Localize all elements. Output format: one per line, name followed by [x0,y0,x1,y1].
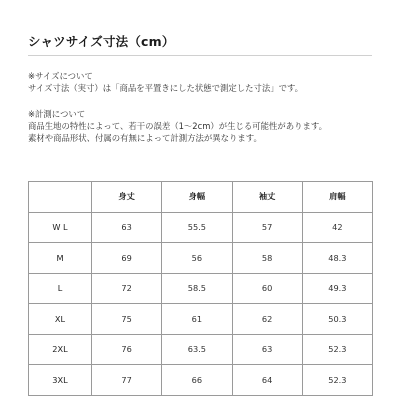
table-row [29,365,373,396]
table-row [29,243,373,274]
size-label: L [29,273,92,304]
body-length-cell: 69 [92,243,162,274]
sleeve-length-cell: 64 [232,365,302,396]
sleeve-length-cell: 60 [232,273,302,304]
measurement-note-heading: ※計測について [28,109,86,119]
shoulder-width-cell: 52.3 [302,365,372,396]
measurement-note [28,108,327,144]
table-header-row [29,182,373,213]
size-label: M [29,243,92,274]
shoulder-width-cell: 48.3 [302,243,372,274]
shoulder-width-cell: 49.3 [302,273,372,304]
header-sleeve-length: 袖丈 [232,182,302,213]
measurement-note-text-1: 商品生地の特性によって、若干の誤差（1〜2cm）が生じる可能性があります。 [28,121,327,131]
table-row [29,212,373,243]
measurement-note-text-2: 素材や商品形状、付属の有無によって計測方法が異なります。 [28,133,262,143]
header-size [29,182,92,213]
sleeve-length-cell: 58 [232,243,302,274]
body-length-cell: 72 [92,273,162,304]
header-shoulder-width: 肩幅 [302,182,372,213]
title-divider [28,55,372,56]
body-length-cell: 75 [92,304,162,335]
body-width-cell: 61 [162,304,232,335]
size-note-text: サイズ寸法（実寸）は「商品を平置きにした状態で測定した寸法」です。 [28,83,304,93]
sleeve-length-cell: 62 [232,304,302,335]
size-table [28,181,373,396]
body-length-cell: 63 [92,212,162,243]
body-width-cell: 55.5 [162,212,232,243]
table-row [29,334,373,365]
body-width-cell: 58.5 [162,273,232,304]
shoulder-width-cell: 52.3 [302,334,372,365]
body-length-cell: 76 [92,334,162,365]
size-note-heading: ※サイズについて [28,71,93,81]
table-row [29,273,373,304]
size-label: 3XL [29,365,92,396]
sleeve-length-cell: 63 [232,334,302,365]
size-label: 2XL [29,334,92,365]
page-title: シャツサイズ寸法（cm） [28,34,175,49]
size-note [28,70,303,94]
shoulder-width-cell: 50.3 [302,304,372,335]
table-row [29,304,373,335]
body-width-cell: 63.5 [162,334,232,365]
body-length-cell: 77 [92,365,162,396]
body-width-cell: 66 [162,365,232,396]
sleeve-length-cell: 57 [232,212,302,243]
header-body-width: 身幅 [162,182,232,213]
shoulder-width-cell: 42 [302,212,372,243]
size-label: W L [29,212,92,243]
header-body-length: 身丈 [92,182,162,213]
body-width-cell: 56 [162,243,232,274]
size-label: XL [29,304,92,335]
